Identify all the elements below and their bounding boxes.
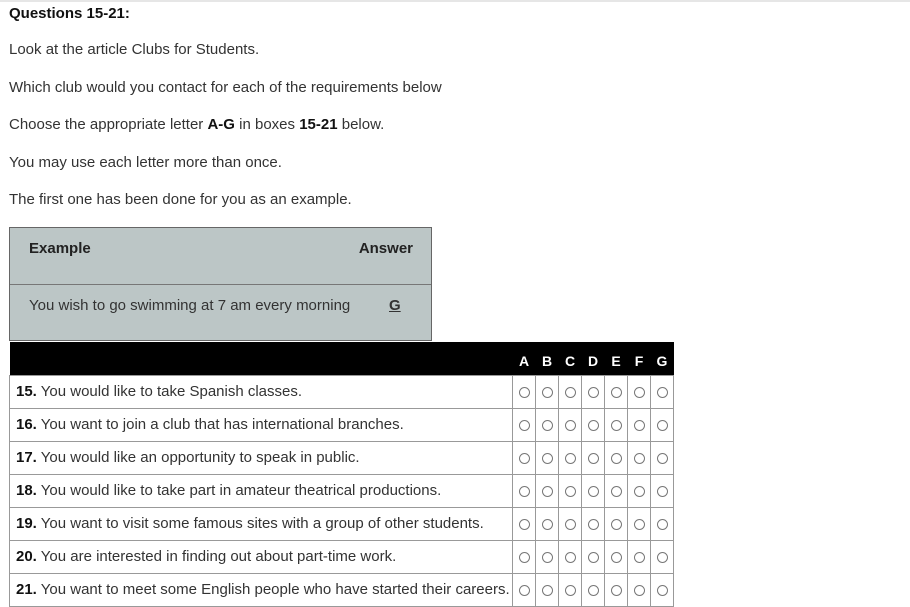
radio-option-d[interactable] <box>588 486 599 497</box>
radio-option-b[interactable] <box>542 552 553 563</box>
option-cell-f <box>628 507 651 540</box>
option-header-f: F <box>634 353 644 370</box>
question-text <box>10 375 513 408</box>
radio-option-b[interactable] <box>542 519 553 530</box>
option-cell-f <box>628 408 651 441</box>
radio-option-e[interactable] <box>611 552 622 563</box>
option-header-e: E <box>611 353 621 370</box>
question-text <box>10 408 513 441</box>
radio-option-g[interactable] <box>657 387 668 398</box>
radio-option-b[interactable] <box>542 420 553 431</box>
option-cell-b <box>536 540 559 573</box>
question-number: 16. <box>16 416 37 433</box>
radio-option-a[interactable] <box>519 387 530 398</box>
radio-option-a[interactable] <box>519 420 530 431</box>
radio-option-e[interactable] <box>611 486 622 497</box>
section-heading: Questions 15-21: <box>9 5 130 22</box>
option-cell-e <box>605 441 628 474</box>
option-cell-e <box>605 507 628 540</box>
radio-option-b[interactable] <box>542 486 553 497</box>
option-header-d: D <box>587 353 599 370</box>
question-statement: You want to join a club that has international branches. <box>36 416 404 433</box>
example-label: Example <box>29 240 91 257</box>
option-cell-c <box>559 540 582 573</box>
option-cell-c <box>559 375 582 408</box>
question-row <box>10 375 674 408</box>
option-cell-g <box>651 540 674 573</box>
option-cell-b <box>536 474 559 507</box>
radio-option-e[interactable] <box>611 453 622 464</box>
question-text <box>10 507 513 540</box>
option-cell-b <box>536 408 559 441</box>
question-row <box>10 540 674 573</box>
option-header-c: C <box>564 353 576 370</box>
option-cell-b <box>536 573 559 606</box>
question-number: 15. <box>16 383 37 400</box>
question-statement: You want to meet some English people who have started their careers. <box>36 581 510 598</box>
radio-option-c[interactable] <box>565 585 576 596</box>
radio-option-g[interactable] <box>657 420 668 431</box>
radio-option-b[interactable] <box>542 453 553 464</box>
option-cell-a <box>513 573 536 606</box>
top-divider <box>0 0 910 2</box>
option-cell-f <box>628 375 651 408</box>
question-statement: You would like an opportunity to speak in public. <box>36 449 360 466</box>
radio-option-f[interactable] <box>634 519 645 530</box>
question-statement: You would like to take Spanish classes. <box>36 383 303 400</box>
option-cell-g <box>651 573 674 606</box>
option-cell-d <box>582 540 605 573</box>
option-header-b: B <box>541 353 553 370</box>
radio-option-c[interactable] <box>565 387 576 398</box>
answer-grid <box>9 342 674 607</box>
radio-option-e[interactable] <box>611 387 622 398</box>
radio-option-f[interactable] <box>634 420 645 431</box>
instruction-example-note: The first one has been done for you as an example. <box>9 191 352 208</box>
question-row <box>10 507 674 540</box>
radio-option-d[interactable] <box>588 453 599 464</box>
instruction-reuse-letters: You may use each letter more than once. <box>9 154 282 171</box>
option-cell-b <box>536 375 559 408</box>
radio-option-f[interactable] <box>634 486 645 497</box>
option-cell-d <box>582 474 605 507</box>
radio-option-c[interactable] <box>565 420 576 431</box>
option-cell-c <box>559 408 582 441</box>
example-box <box>9 227 432 341</box>
question-number: 21. <box>16 581 37 598</box>
question-text <box>10 474 513 507</box>
question-row <box>10 573 674 606</box>
answer-grid-header <box>10 342 674 375</box>
radio-option-g[interactable] <box>657 453 668 464</box>
option-cell-a <box>513 408 536 441</box>
option-header-g: G <box>656 353 668 370</box>
option-cell-e <box>605 540 628 573</box>
radio-option-f[interactable] <box>634 387 645 398</box>
radio-option-c[interactable] <box>565 519 576 530</box>
option-cell-c <box>559 507 582 540</box>
radio-option-a[interactable] <box>519 585 530 596</box>
question-number: 17. <box>16 449 37 466</box>
option-cell-e <box>605 408 628 441</box>
option-cell-a <box>513 507 536 540</box>
radio-option-c[interactable] <box>565 486 576 497</box>
radio-option-f[interactable] <box>634 453 645 464</box>
option-cell-f <box>628 441 651 474</box>
radio-option-e[interactable] <box>611 519 622 530</box>
question-number: 18. <box>16 482 37 499</box>
question-text <box>10 573 513 606</box>
question-column-header <box>10 342 513 375</box>
option-cell-g <box>651 375 674 408</box>
instruction-which-club: Which club would you contact for each of the requirements below <box>9 79 442 96</box>
radio-option-a[interactable] <box>519 453 530 464</box>
option-cell-e <box>605 573 628 606</box>
radio-option-f[interactable] <box>634 552 645 563</box>
option-cell-c <box>559 573 582 606</box>
question-statement: You would like to take part in amateur theatrical productions. <box>36 482 442 499</box>
radio-option-b[interactable] <box>542 387 553 398</box>
question-text <box>10 441 513 474</box>
question-text <box>10 540 513 573</box>
question-row <box>10 441 674 474</box>
option-cell-c <box>559 474 582 507</box>
radio-option-a[interactable] <box>519 519 530 530</box>
question-number: 20. <box>16 548 37 565</box>
option-header-a: A <box>518 353 530 370</box>
question-statement: You want to visit some famous sites with a group of other students. <box>36 515 484 532</box>
option-cell-g <box>651 441 674 474</box>
radio-option-c[interactable] <box>565 453 576 464</box>
option-cell-a <box>513 441 536 474</box>
instruction-choose-letter: Choose the appropriate letter A-G in boxes 15-21 below. <box>9 116 385 133</box>
option-cell-d <box>582 573 605 606</box>
question-number: 19. <box>16 515 37 532</box>
radio-option-d[interactable] <box>588 552 599 563</box>
option-cell-d <box>582 408 605 441</box>
radio-option-g[interactable] <box>657 552 668 563</box>
box-range: 15-21 <box>299 116 338 133</box>
option-cell-a <box>513 375 536 408</box>
radio-option-c[interactable] <box>565 552 576 563</box>
option-cell-e <box>605 375 628 408</box>
radio-option-a[interactable] <box>519 486 530 497</box>
radio-option-b[interactable] <box>542 585 553 596</box>
option-cell-f <box>628 474 651 507</box>
option-cell-a <box>513 540 536 573</box>
option-cell-d <box>582 507 605 540</box>
radio-option-f[interactable] <box>634 585 645 596</box>
radio-option-g[interactable] <box>657 519 668 530</box>
question-statement: You are interested in finding out about part-time work. <box>36 548 397 565</box>
option-cell-d <box>582 375 605 408</box>
letter-range: A-G <box>207 116 235 133</box>
option-cell-d <box>582 441 605 474</box>
answer-label: Answer <box>358 240 413 257</box>
option-cell-g <box>651 474 674 507</box>
option-cell-c <box>559 441 582 474</box>
radio-option-e[interactable] <box>611 420 622 431</box>
option-cell-a <box>513 474 536 507</box>
example-question: You wish to go swimming at 7 am every morning <box>29 297 351 314</box>
option-cell-g <box>651 507 674 540</box>
radio-option-d[interactable] <box>588 519 599 530</box>
option-cell-b <box>536 441 559 474</box>
radio-option-a[interactable] <box>519 552 530 563</box>
instruction-article: Look at the article Clubs for Students. <box>9 41 260 58</box>
option-cell-f <box>628 573 651 606</box>
radio-option-d[interactable] <box>588 420 599 431</box>
radio-option-e[interactable] <box>611 585 622 596</box>
option-cell-e <box>605 474 628 507</box>
radio-option-g[interactable] <box>657 486 668 497</box>
radio-option-d[interactable] <box>588 585 599 596</box>
example-answer: G <box>389 297 401 314</box>
question-row <box>10 474 674 507</box>
question-row <box>10 408 674 441</box>
option-cell-f <box>628 540 651 573</box>
radio-option-d[interactable] <box>588 387 599 398</box>
option-cell-g <box>651 408 674 441</box>
option-cell-b <box>536 507 559 540</box>
radio-option-g[interactable] <box>657 585 668 596</box>
